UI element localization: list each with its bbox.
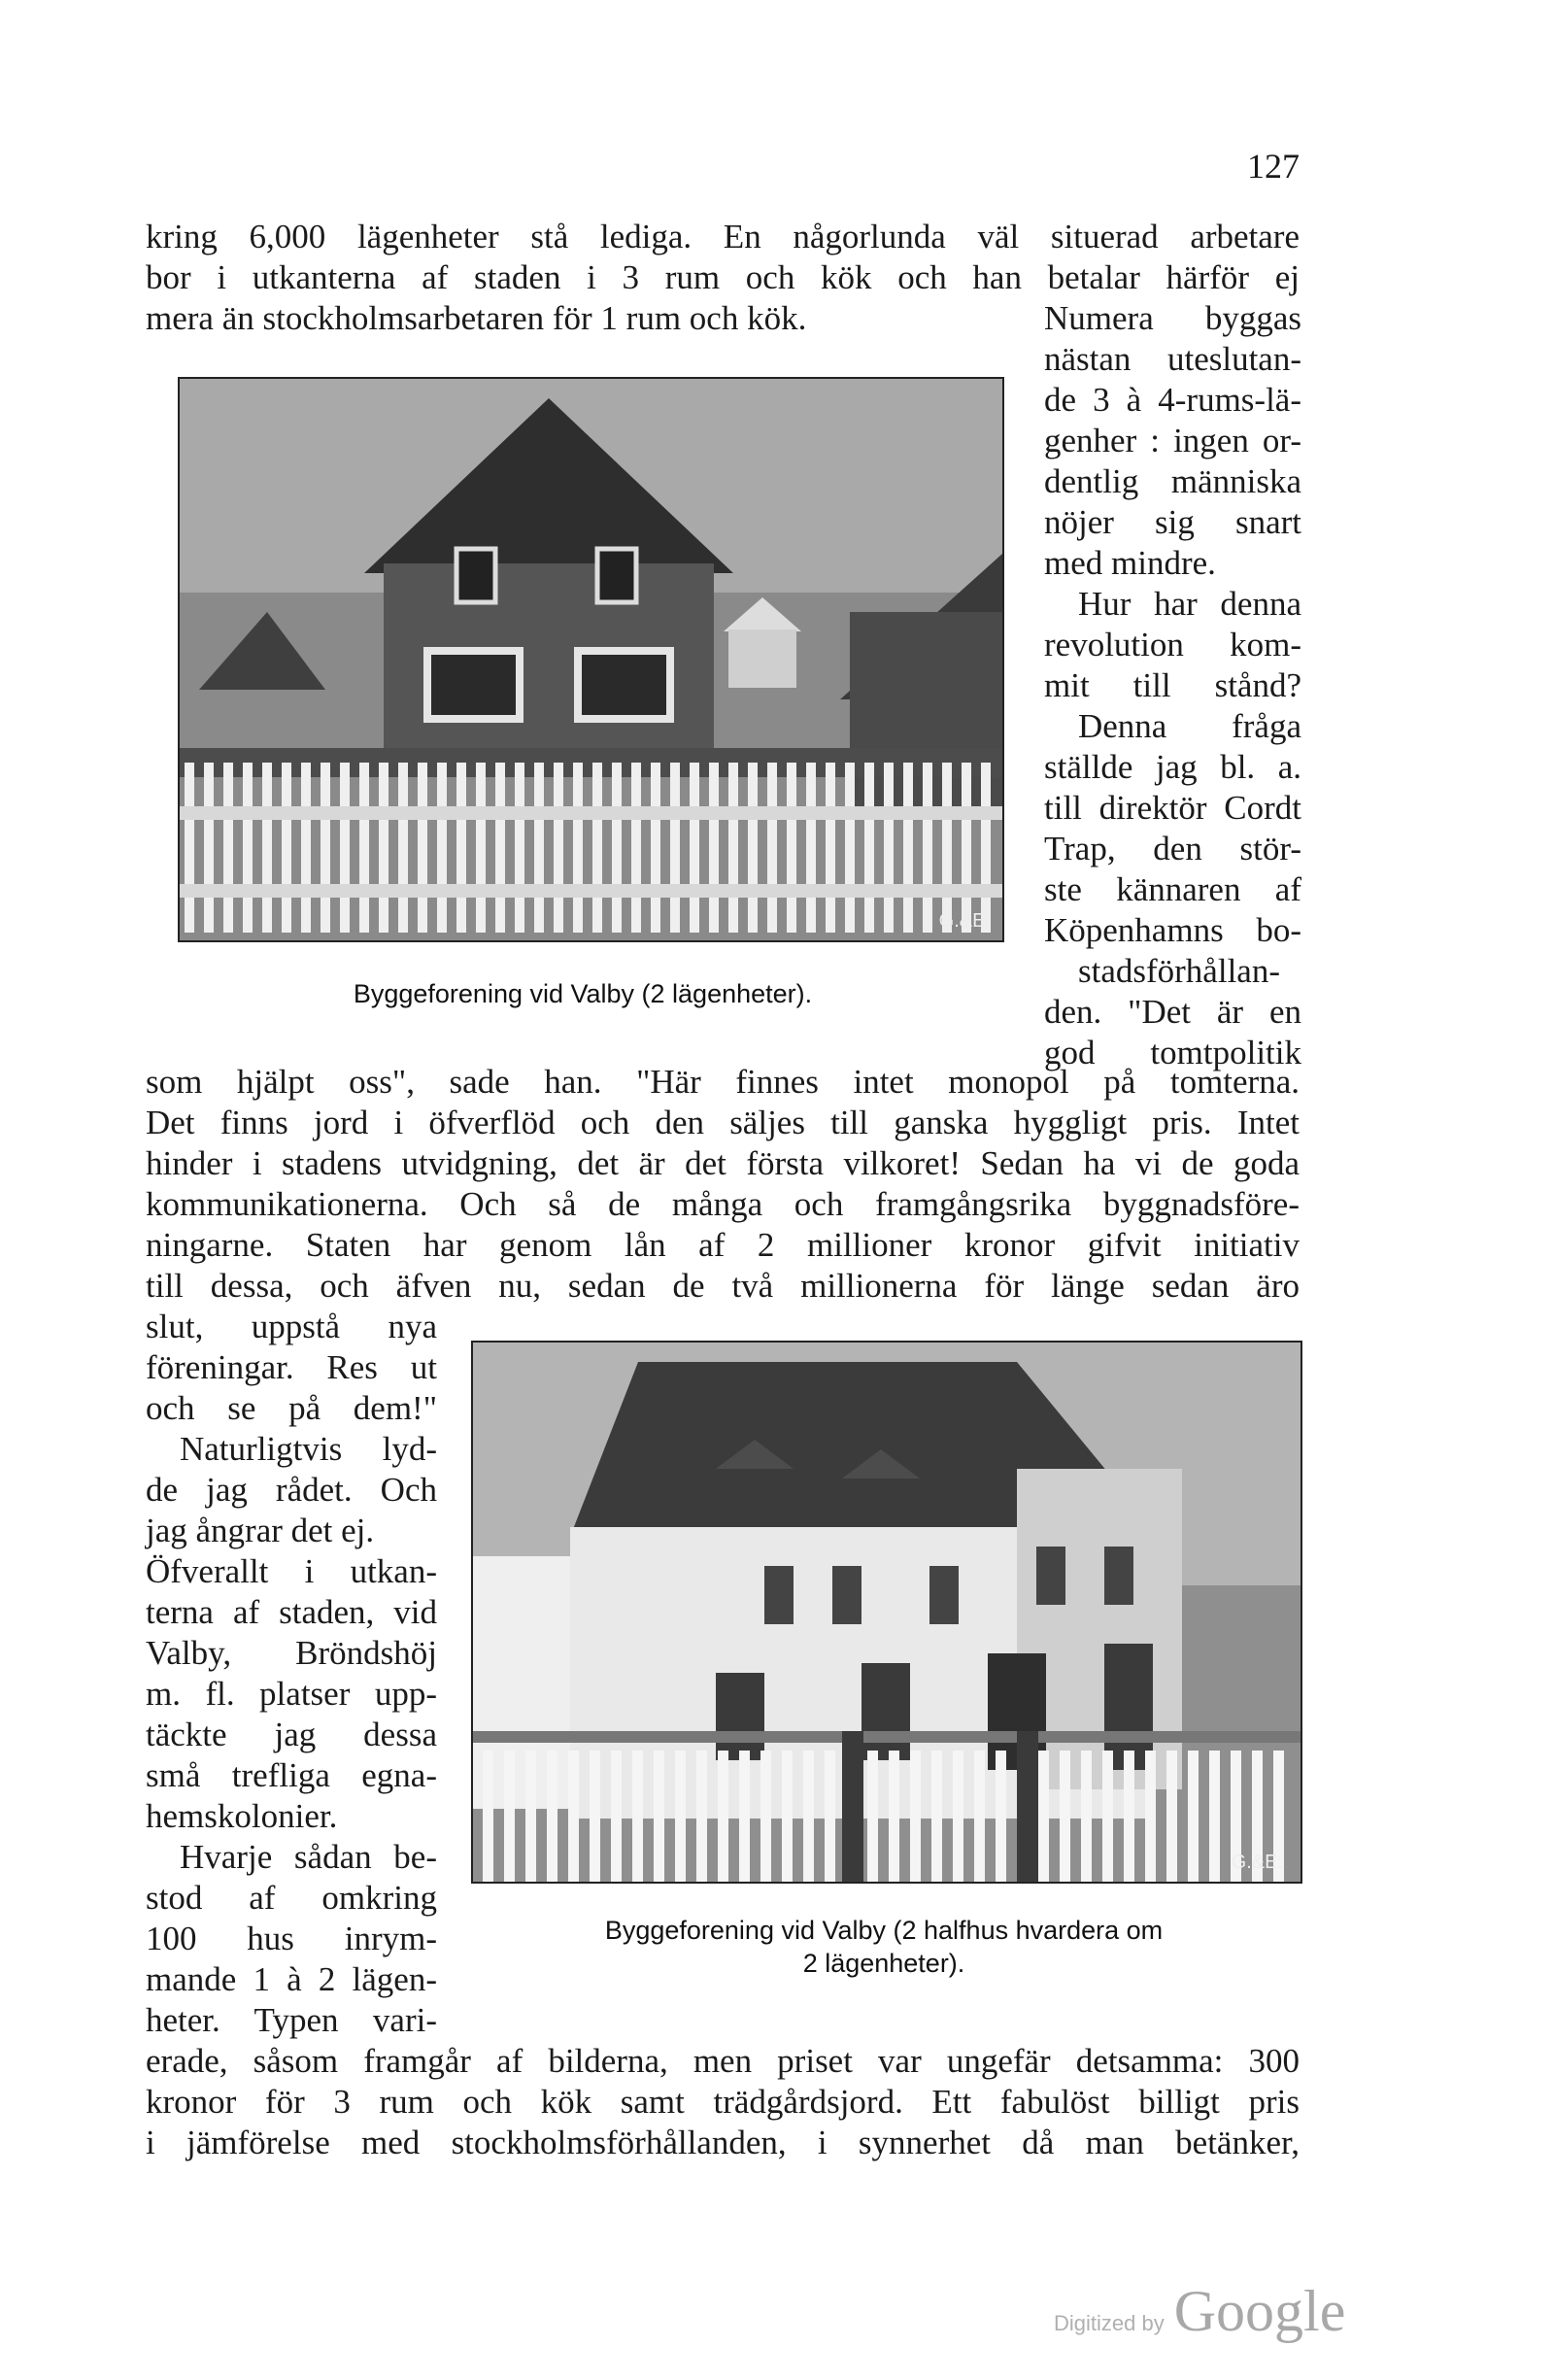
side-text-line: Denna fråga bbox=[1078, 707, 1301, 745]
photo-mark: G.&E. bbox=[938, 910, 991, 932]
house-illustration bbox=[180, 379, 1002, 940]
figure-caption: Byggeforening vid Valby (2 lägenheter). bbox=[353, 979, 813, 1008]
house-illustration bbox=[473, 1343, 1301, 1882]
side-text-line: Hur har denna bbox=[1078, 585, 1301, 623]
side-text-line: stadsförhållan- bbox=[1078, 952, 1280, 990]
side-text-line: god tomtpolitik bbox=[1044, 1034, 1301, 1071]
left-text-line: 100 hus inrym- bbox=[146, 1920, 437, 1957]
text-line: till dessa, och äfven nu, sedan de två millionerna för länge sedan äro bbox=[146, 1267, 1300, 1305]
text-line: bor i utkanterna af staden i 3 rum och kök och han betalar härför ej bbox=[146, 258, 1300, 296]
side-text-line: Numera byggas bbox=[1044, 299, 1301, 337]
left-text-line: hemskolonier. bbox=[146, 1797, 338, 1835]
side-text-line: ste kännaren af bbox=[1044, 870, 1301, 908]
house-photo-half-houses bbox=[471, 1341, 1302, 1884]
side-text-line: med mindre. bbox=[1044, 544, 1216, 582]
side-text-line: den. "Det är en bbox=[1044, 993, 1301, 1031]
side-text-line: Trap, den stör- bbox=[1044, 830, 1301, 867]
left-text-line: m. fl. platser upp- bbox=[146, 1675, 437, 1713]
text-line: hinder i stadens utvidgning, det är det första vilkoret! Sedan ha vi de goda bbox=[146, 1144, 1300, 1182]
digitized-watermark bbox=[1054, 2278, 1345, 2345]
figure-caption-line: 2 lägenheter). bbox=[802, 1949, 965, 1978]
photo-mark: G.&E. bbox=[1231, 1852, 1283, 1873]
left-text-line: täckte jag dessa bbox=[146, 1716, 437, 1753]
text-line: i jämförelse med stockholmsförhållanden, i synnerhet då man betänker, bbox=[146, 2124, 1300, 2161]
side-text-line: nöjer sig snart bbox=[1044, 503, 1301, 541]
side-text-line: ställde jag bl. a. bbox=[1044, 748, 1301, 786]
left-text-line: slut, uppstå nya bbox=[146, 1308, 437, 1345]
left-text-line: jag ångrar det ej. bbox=[146, 1512, 375, 1549]
text-line: ningarne. Staten har genom lån af 2 millioner kronor gifvit initiativ bbox=[146, 1226, 1300, 1264]
text-line: kronor för 3 rum och kök samt trädgårdsjord. Ett fabulöst billigt pris bbox=[146, 2083, 1300, 2121]
text-line: kommunikationerna. Och så de många och framgångsrika byggnadsföre- bbox=[146, 1185, 1300, 1223]
side-text-line: revolution kom- bbox=[1044, 626, 1301, 663]
left-text-line: Valby, Bröndshöj bbox=[146, 1634, 437, 1672]
left-text-line: stod af omkring bbox=[146, 1879, 437, 1917]
left-text-line: Öfverallt i utkan- bbox=[146, 1552, 437, 1590]
text-line: som hjälpt oss", sade han. "Här finnes intet monopol på tomterna. bbox=[146, 1063, 1300, 1101]
text-line: kring 6,000 lägenheter stå lediga. En någorlunda väl situerad arbetare bbox=[146, 218, 1300, 255]
text-line: mera än stockholmsarbetaren för 1 rum och kök. bbox=[146, 299, 807, 337]
left-text-line: Hvarje sådan be- bbox=[180, 1838, 437, 1876]
side-text-line: nästan uteslutan- bbox=[1044, 340, 1301, 378]
side-text-line: dentlig människa bbox=[1044, 462, 1301, 500]
google-logo: Google bbox=[1173, 2279, 1346, 2343]
left-text-line: de jag rådet. Och bbox=[146, 1471, 437, 1509]
side-text-line: Köpenhamns bo- bbox=[1044, 911, 1301, 949]
watermark-prefix: Digitized by bbox=[1054, 2311, 1165, 2335]
left-text-line: Naturligtvis lyd- bbox=[180, 1430, 437, 1468]
left-text-line: föreningar. Res ut bbox=[146, 1348, 437, 1386]
text-line: erade, såsom framgår af bilderna, men priset var ungefär detsamma: 300 bbox=[146, 2042, 1300, 2080]
house-photo-two-flats bbox=[178, 377, 1004, 942]
text-line: Det finns jord i öfverflöd och den säljes till ganska hyggligt pris. Intet bbox=[146, 1104, 1300, 1141]
left-text-line: mande 1 à 2 lägen- bbox=[146, 1960, 437, 1998]
side-text-line: mit till stånd? bbox=[1044, 666, 1301, 704]
figure-caption-line: Byggeforening vid Valby (2 halfhus hvardera om bbox=[604, 1916, 1164, 1945]
left-text-line: små trefliga egna- bbox=[146, 1756, 437, 1794]
left-text-line: heter. Typen vari- bbox=[146, 2001, 437, 2039]
figure-caption bbox=[456, 1914, 1311, 1980]
side-text-line: till direktör Cordt bbox=[1044, 789, 1301, 827]
page-number: 127 bbox=[1247, 147, 1300, 186]
side-text-line: genher : ingen or- bbox=[1044, 422, 1301, 459]
left-text-line: terna af staden, vid bbox=[146, 1593, 437, 1631]
side-text-line: de 3 à 4-rums-lä- bbox=[1044, 381, 1301, 419]
left-text-line: och se på dem!" bbox=[146, 1389, 437, 1427]
